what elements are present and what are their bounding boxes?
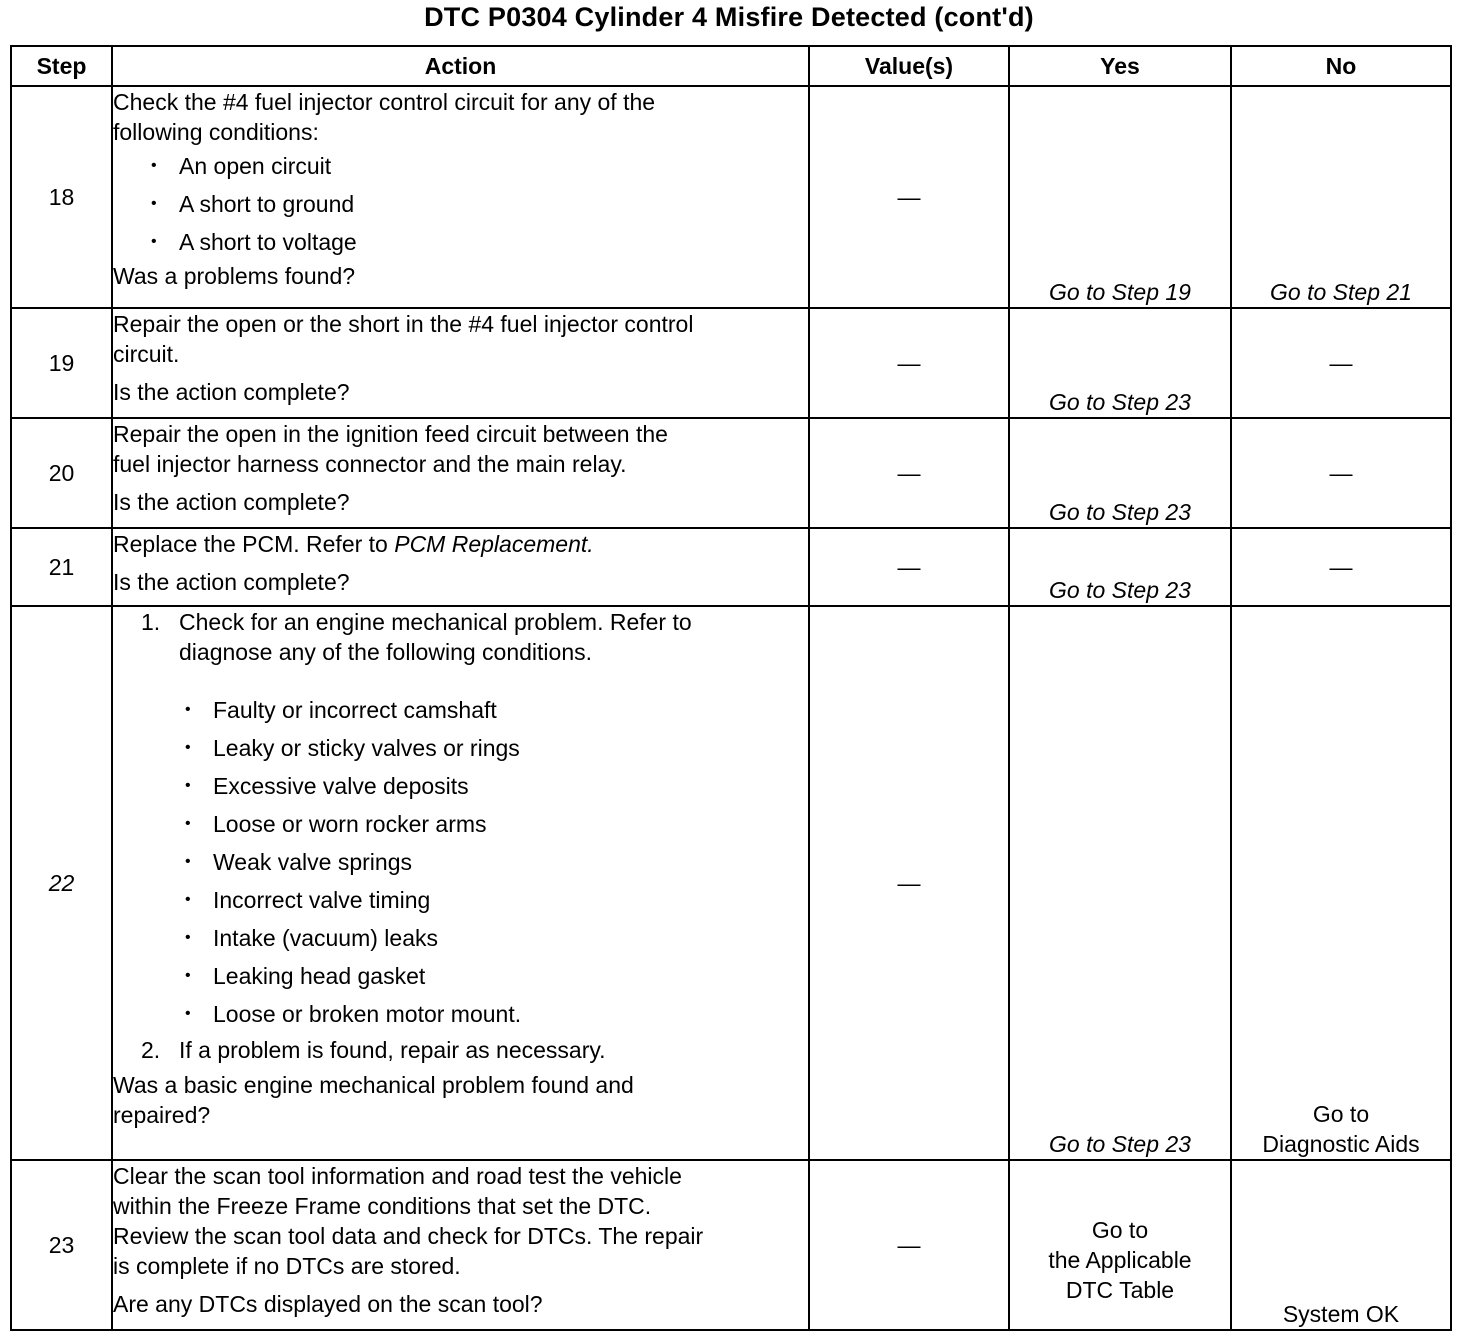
action-question: Are any DTCs displayed on the scan tool?: [113, 1291, 543, 1317]
action-cell: [112, 528, 809, 606]
action-text: fuel injector harness connector and the main relay.: [113, 451, 627, 477]
bullet-text: Leaky or sticky valves or rings: [213, 735, 520, 761]
item-text: If a problem is found, repair as necessary.: [179, 1037, 606, 1063]
pcm-replacement-link[interactable]: PCM Replacement.: [394, 531, 594, 557]
action-text: circuit.: [113, 341, 180, 367]
yes-link[interactable]: Go to Step 23: [1049, 389, 1191, 415]
list-item: [113, 881, 808, 919]
list-item: [113, 767, 808, 805]
action-cell: [112, 606, 809, 1160]
step-number: 23: [11, 1160, 112, 1330]
table-row-step-18: [11, 86, 1451, 308]
action-text: Check the #4 fuel injector control circuit for any of the: [113, 89, 656, 115]
action-text: Repair the open in the ignition feed circuit between the: [113, 421, 668, 447]
item-number: 2.: [141, 1037, 161, 1063]
page-title: DTC P0304 Cylinder 4 Misfire Detected (cont'd): [424, 2, 1034, 32]
bullet-text: Weak valve springs: [213, 849, 412, 875]
numbered-item-1: [113, 607, 808, 667]
step-number: 21: [11, 528, 112, 606]
action-text: Clear the scan tool information and road test the vehicle: [113, 1163, 682, 1189]
item-text: diagnose any of the following conditions.: [179, 639, 593, 665]
list-item: [113, 843, 808, 881]
list-item: [113, 995, 808, 1033]
table-row-step-23: [11, 1160, 1451, 1330]
bullet-text: A short to voltage: [179, 229, 357, 255]
yes-cell: [1009, 418, 1231, 528]
action-text: is complete if no DTCs are stored.: [113, 1253, 461, 1279]
yes-link[interactable]: Go to Step 23: [1049, 577, 1191, 603]
dtc-table: [10, 45, 1452, 1331]
no-cell: [1231, 86, 1451, 308]
value-cell: —: [809, 418, 1009, 528]
yes-link[interactable]: Go to Step 23: [1049, 1131, 1191, 1157]
step-number: 18: [11, 86, 112, 308]
list-item: [113, 919, 808, 957]
bullet-text: A short to ground: [179, 191, 355, 217]
no-cell: [1231, 1160, 1451, 1330]
action-text-prefix: Replace the PCM. Refer to: [113, 531, 395, 557]
step-number: 19: [11, 308, 112, 418]
list-item: [113, 147, 808, 185]
item-number: 1.: [141, 609, 161, 635]
action-text: within the Freeze Frame conditions that set the DTC.: [113, 1193, 652, 1219]
no-link[interactable]: Go to: [1312, 1101, 1370, 1127]
action-cell: [112, 308, 809, 418]
item-text: Check for an engine mechanical problem. Refer to: [179, 609, 692, 635]
action-cell: [112, 1160, 809, 1330]
bullet-text: Loose or worn rocker arms: [213, 811, 487, 837]
no-cell: —: [1231, 528, 1451, 606]
yes-cell: [1009, 1160, 1231, 1330]
yes-link[interactable]: Go to: [1091, 1217, 1149, 1243]
bullet-text: Leaking head gasket: [213, 963, 426, 989]
table-row-step-19: [11, 308, 1451, 418]
action-text: Repair the open or the short in the #4 fuel injector control: [113, 311, 694, 337]
yes-link[interactable]: DTC Table: [1065, 1277, 1175, 1303]
bullet-text: Loose or broken motor mount.: [213, 1001, 522, 1027]
list-item: [113, 729, 808, 767]
value-cell: —: [809, 528, 1009, 606]
list-item: [113, 805, 808, 843]
action-cell: [112, 418, 809, 528]
action-question: Was a basic engine mechanical problem found and: [113, 1072, 634, 1098]
action-text: Review the scan tool data and check for DTCs. The repair: [113, 1223, 704, 1249]
value-cell: —: [809, 308, 1009, 418]
bullet-text: Faulty or incorrect camshaft: [213, 697, 497, 723]
header-values: Value(s): [809, 46, 1009, 86]
no-text: System OK: [1282, 1301, 1400, 1327]
yes-link[interactable]: Go to Step 23: [1049, 499, 1191, 525]
yes-cell: [1009, 606, 1231, 1160]
value-cell: —: [809, 1160, 1009, 1330]
step-number: 20: [11, 418, 112, 528]
no-link[interactable]: Go to Step 21: [1270, 279, 1412, 305]
action-cell: [112, 86, 809, 308]
yes-link[interactable]: the Applicable: [1048, 1247, 1192, 1273]
action-question: Is the action complete?: [113, 379, 350, 405]
yes-cell: [1009, 86, 1231, 308]
list-item: [113, 957, 808, 995]
table-row-step-20: [11, 418, 1451, 528]
bullet-text: Excessive valve deposits: [213, 773, 469, 799]
no-cell: —: [1231, 308, 1451, 418]
table-row-step-21: [11, 528, 1451, 606]
header-no: No: [1231, 46, 1451, 86]
step-number: 22: [11, 606, 112, 1160]
bullet-text: Incorrect valve timing: [213, 887, 431, 913]
value-cell: —: [809, 86, 1009, 308]
header-row: [11, 46, 1451, 86]
yes-link[interactable]: Go to Step 19: [1049, 279, 1191, 305]
action-question: Is the action complete?: [113, 569, 350, 595]
header-yes: Yes: [1009, 46, 1231, 86]
list-item: [113, 223, 808, 261]
list-item: [113, 691, 808, 729]
bullet-text: An open circuit: [179, 153, 332, 179]
value-cell: —: [809, 606, 1009, 1160]
numbered-item-2: [113, 1035, 808, 1065]
action-question: Is the action complete?: [113, 489, 350, 515]
action-question: Was a problems found?: [113, 263, 356, 289]
yes-cell: [1009, 528, 1231, 606]
action-text: [113, 529, 808, 559]
bullet-text: Intake (vacuum) leaks: [213, 925, 438, 951]
table-row-step-22: [11, 606, 1451, 1160]
yes-cell: [1009, 308, 1231, 418]
no-cell: [1231, 606, 1451, 1160]
header-action: Action: [112, 46, 809, 86]
list-item: [113, 185, 808, 223]
action-question: repaired?: [113, 1102, 211, 1128]
action-text: following conditions:: [113, 119, 319, 145]
spacer: [113, 667, 808, 691]
no-link[interactable]: Diagnostic Aids: [1262, 1131, 1420, 1157]
header-step: Step: [11, 46, 112, 86]
no-cell: —: [1231, 418, 1451, 528]
